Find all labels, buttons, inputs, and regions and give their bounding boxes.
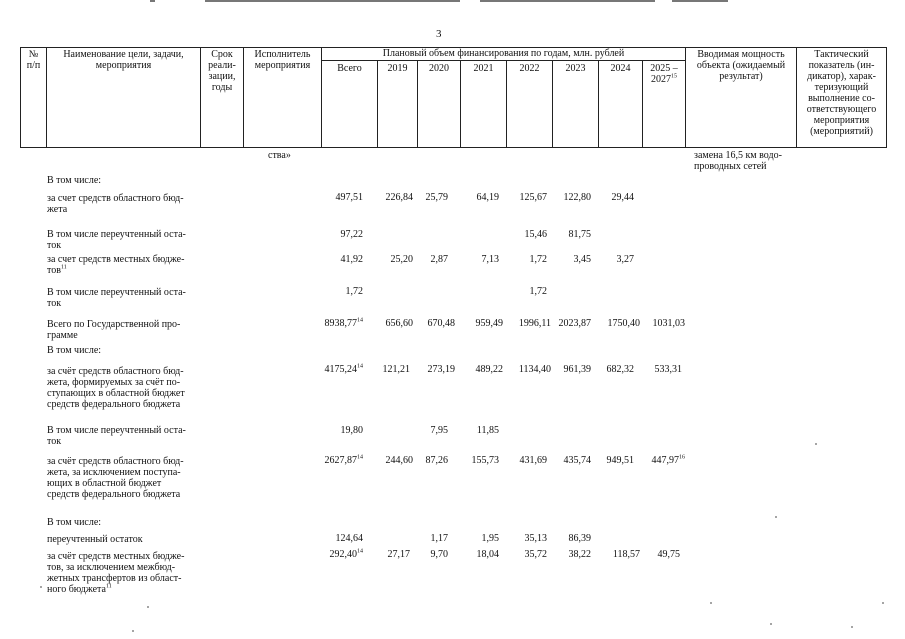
cell-2022: 15,46 [524,229,547,240]
header-col-no: № п/п [26,49,41,71]
cell-2019: 244,60 [385,455,413,466]
cell-2020: 25,79 [425,192,448,203]
header-year-2023: 2023 [565,63,586,74]
row-label: В том числе: [47,345,102,356]
cell-2022: 125,67 [519,192,547,203]
cell-2023: 81,75 [568,229,591,240]
cell-2020: 87,26 [425,455,448,466]
scan-top-edge [0,0,905,2]
cell-2023: 38,22 [568,549,591,560]
cell-2021: 959,49 [475,318,503,329]
cell-2021: 64,19 [476,192,499,203]
cell-2020: 670,48 [427,318,455,329]
cell-2025-2027: 447,97$^{16}$ [651,454,685,466]
header-year-2019: 2019 [387,63,408,74]
cell-2019: 27,17 [387,549,410,560]
cell-2022: 1134,40 [518,364,551,375]
cell-total: 124,64 [335,533,363,544]
cell-total: 41,92 [340,254,363,265]
row-label: за счет средств местных бюдже- тов$^{11}$ [47,254,185,276]
cell-total: 1,72 [345,286,363,297]
cell-2023: 3,45 [573,254,591,265]
header-col-term: Срок реали- зации, годы [208,49,236,93]
cell-2023: 2023,87 [558,318,591,329]
cell-total: 97,22 [340,229,363,240]
cell-2022: 431,69 [519,455,547,466]
header-year-2021: 2021 [473,63,494,74]
cell-2024: 3,27 [616,254,634,265]
cell-2019: 121,21 [382,364,410,375]
row-label: Всего по Государственной про- грамме [47,319,181,341]
header-col-total: Всего [337,63,362,74]
header-year-2025-2027: 2025 – 2027$^{15}$ [650,63,678,85]
header-col-plan: Плановый объем финансирования по годам, млн. рублей [382,48,625,59]
row-label: В том числе: [47,175,102,186]
cell-2023: 435,74 [563,455,591,466]
row-label: В том числе переучтенный оста- ток [47,229,186,251]
cell-2020: 7,95 [430,425,448,436]
cell-2019: 226,84 [385,192,413,203]
cell-2022: 1,72 [529,254,547,265]
cell-2022: 1,72 [529,286,547,297]
header-col-executor: Исполнитель мероприятия [254,49,311,71]
header-col-indicator: Тактический показатель (ин- дикатор), харак- теризующий выполнение со- ответствующего мероприятия (мероприятий) [806,49,877,137]
row-label: В том числе переучтенный оста- ток [47,287,186,309]
cell-2022: 35,72 [524,549,547,560]
cell-2020: 1,17 [430,533,448,544]
cell-2024: 949,51 [606,455,634,466]
cell-2022: 1996,11 [518,318,551,329]
header-year-2020: 2020 [429,63,449,74]
cell-2021: 489,22 [475,364,503,375]
cell-2024: 682,32 [606,364,634,375]
cell-2021: 155,73 [471,455,499,466]
cell-2023: 122,80 [563,192,591,203]
header-year-2024: 2024 [610,63,631,74]
cell-2019: 25,20 [390,254,413,265]
cell-total: 292,40$^{14}$ [329,548,363,560]
row-label: за счёт средств областного бюд- жета, формируемых за счёт по- ступающих в областной бюджет средств федерального бюджета [47,366,185,410]
cell-2020: 9,70 [430,549,448,560]
cell-2025-2027: 1031,03 [652,318,685,329]
cell-total: 497,51 [335,192,363,203]
cell-2020: 273,19 [427,364,455,375]
cell-2021: 7,13 [481,254,499,265]
cell-2023: 961,39 [563,364,591,375]
page-number: 3 [436,28,442,40]
row-label: переучтенный остаток [47,534,143,545]
cell-total: 2627,87$^{14}$ [324,454,363,466]
cell-2024: 118,57 [612,549,640,560]
header-year-2022: 2022 [519,63,540,74]
capacity-continuation: замена 16,5 км водо- проводных сетей [694,150,782,172]
cell-2025-2027: 49,75 [657,549,680,560]
row-label: за счет средств областного бюд- жета [47,193,184,215]
cell-2020: 2,87 [430,254,448,265]
header-col-capacity: Вводимая мощность объекта (ожидаемый результат) [696,49,786,82]
cell-2024: 1750,40 [607,318,640,329]
row-label: В том числе переучтенный оста- ток [47,425,186,447]
cell-2019: 656,60 [385,318,413,329]
cell-2021: 18,04 [476,549,499,560]
cell-total: 4175,24$^{14}$ [324,363,363,375]
cell-2023: 86,39 [568,533,591,544]
row-label: В том числе: [47,517,102,528]
cell-2022: 35,13 [524,533,547,544]
row-label: за счёт средств областного бюд- жета, за исключением поступа- ющих в областной бюджет средств федерального бюджета [47,456,184,500]
cell-2021: 11,85 [476,425,499,436]
cell-2024: 29,44 [611,192,634,203]
executor-continuation: ства» [268,150,291,161]
cell-2025-2027: 533,31 [654,364,682,375]
row-label: за счёт средств местных бюдже- тов, за исключением межбюд- жетных трансфертов из област- ного бюджета$^{11}$ [47,551,185,595]
cell-total: 8938,77$^{14}$ [324,317,363,329]
header-col-name: Наименование цели, задачи, мероприятия [63,49,184,71]
cell-2021: 1,95 [481,533,499,544]
cell-total: 19,80 [340,425,363,436]
